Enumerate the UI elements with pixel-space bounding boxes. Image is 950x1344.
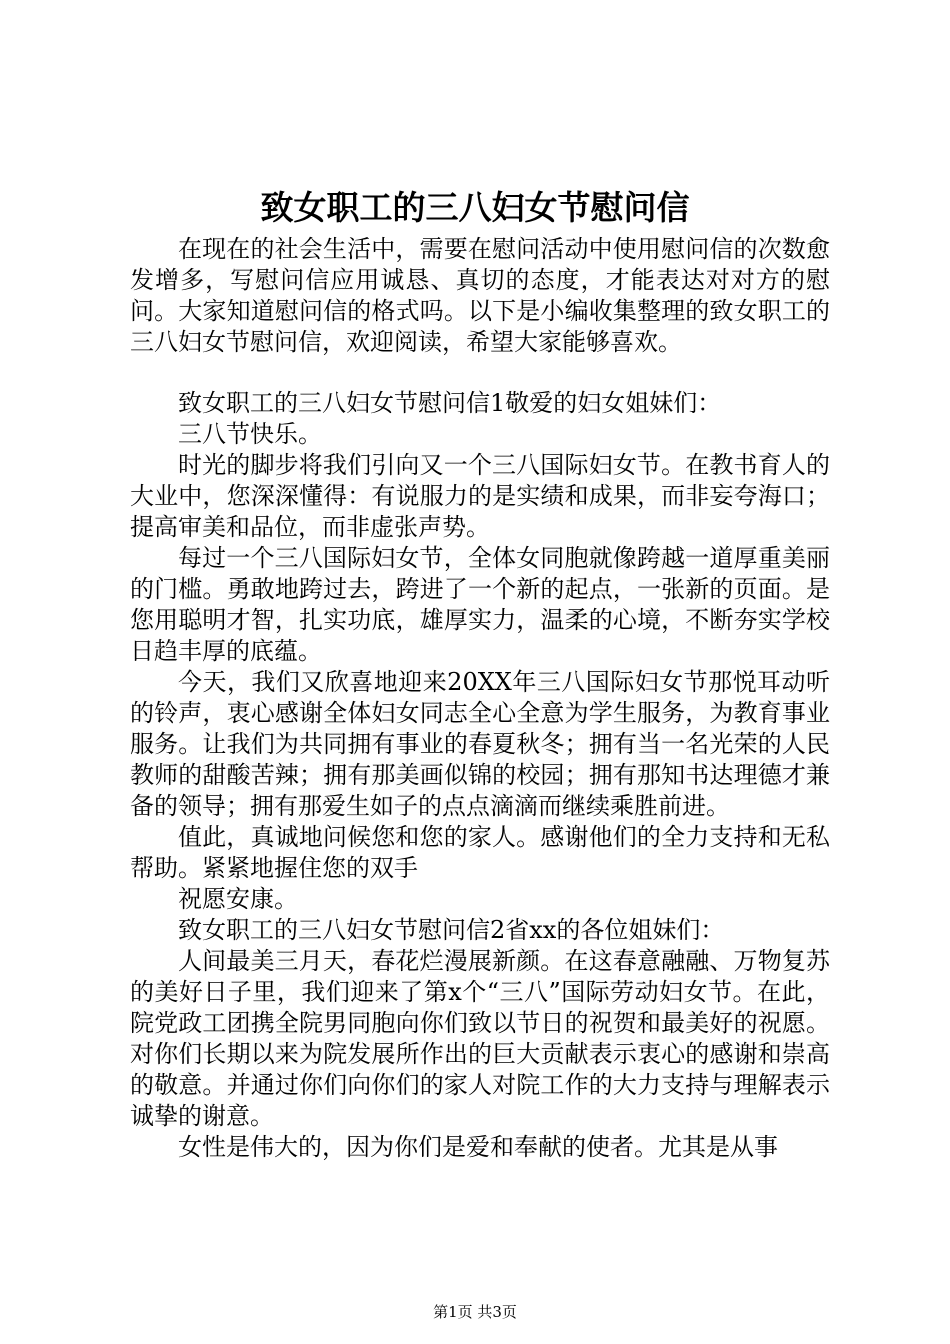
body-paragraph: 今天，我们又欣喜地迎来20XX年三八国际妇女节那悦耳动听的铃声，衷心感谢全体妇女同志全心全意为学生服务，为教育事业服务。让我们为共同拥有事业的春夏秋冬；拥有当一名光荣的人民教师的甜酸苦辣；拥有那美画似锦的校园；拥有那知书达理德才兼备的领导；拥有那爱生如子的点点滴滴而继续乘胜前进。 (130, 668, 830, 820)
intro-paragraph: 在现在的社会生活中，需要在慰问活动中使用慰问信的次数愈发增多，写慰问信应用诚恳、真切的态度，才能表达对对方的慰问。大家知道慰问信的格式吗。以下是小编收集整理的致女职工的三八妇女节慰问信，欢迎阅读，希望大家能够喜欢。 (130, 235, 830, 356)
body-paragraph: 人间最美三月天，春花烂漫展新颜。在这春意融融、万物复苏的美好日子里，我们迎来了第x个“三八”国际劳动妇女节。在此，院党政工团携全院男同胞向你们致以节日的祝贺和最美好的祝愿。对你们长期以来为院发展所作出的巨大贡献表示衷心的感谢和崇高的敬意。并通过你们向你们的家人对院工作的大力支持与理解表示诚挚的谢意。 (130, 947, 830, 1130)
body-paragraph: 值此，真诚地问候您和您的家人。感谢他们的全力支持和无私帮助。紧紧地握住您的双手 (130, 823, 830, 882)
body-paragraph: 女性是伟大的，因为你们是爱和奉献的使者。尤其是从事 (178, 1133, 778, 1161)
body-paragraph: 每过一个三八国际妇女节，全体女同胞就像跨越一道厚重美丽的门槛。勇敢地跨过去，跨进了一个新的起点，一张新的页面。是您用聪明才智，扎实功底，雄厚实力，温柔的心境，不断夯实学校日趋丰厚的底蕴。 (130, 544, 830, 665)
letter-2-heading: 致女职工的三八妇女节慰问信2省xx的各位姐妹们： (178, 916, 725, 944)
closing-line: 祝愿安康。 (178, 885, 298, 913)
page-footer: 第1页 共3页 (433, 1303, 517, 1321)
document-body (130, 234, 830, 1163)
body-paragraph: 时光的脚步将我们引向又一个三八国际妇女节。在教书育人的大业中，您深深懂得：有说服力的是实绩和成果，而非妄夸海口；提高审美和品位，而非虚张声势。 (130, 451, 830, 541)
document-title: 致女职工的三八妇女节慰问信 (260, 188, 690, 227)
body-paragraph: 三八节快乐。 (178, 420, 322, 448)
letter-1-heading: 致女职工的三八妇女节慰问信1敬爱的妇女姐妹们： (178, 389, 722, 417)
